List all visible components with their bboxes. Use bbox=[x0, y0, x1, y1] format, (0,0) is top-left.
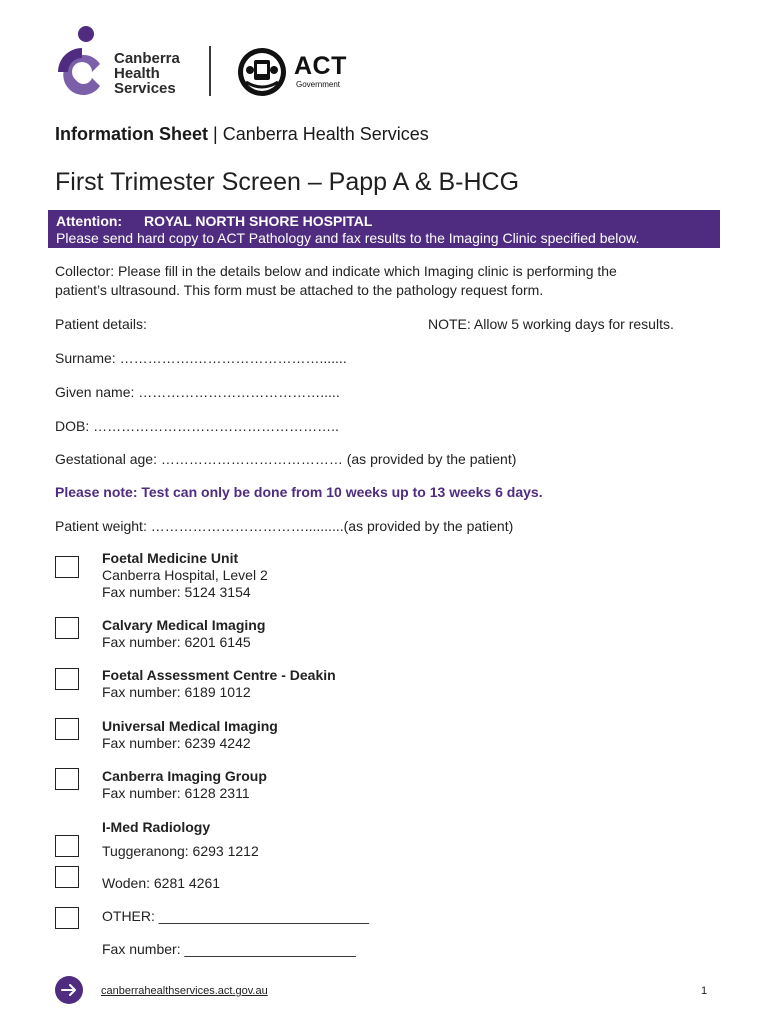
chs-logo bbox=[56, 24, 196, 96]
page-number: 1 bbox=[701, 985, 708, 997]
clinic-name: Calvary Medical Imaging bbox=[102, 617, 266, 633]
checkbox-canberra-imaging-group[interactable] bbox=[55, 768, 79, 790]
other-clinic-field[interactable]: OTHER: ___________________________ bbox=[102, 908, 370, 924]
chs-logo-line3: Services bbox=[114, 80, 176, 97]
logo-divider bbox=[209, 46, 211, 96]
sheet-label-rest: | Canberra Health Services bbox=[208, 124, 429, 144]
dob-field[interactable]: DOB: …………………………………………….. bbox=[55, 418, 339, 434]
checkbox-other[interactable] bbox=[55, 907, 79, 929]
clinic-fax: Fax number: 5124 3154 bbox=[102, 584, 251, 600]
act-logo bbox=[236, 46, 356, 98]
clinic-foetal-medicine-unit bbox=[102, 550, 268, 601]
other-fax-field[interactable]: Fax number: ______________________ bbox=[102, 941, 356, 957]
act-crest-icon bbox=[236, 46, 288, 98]
clinic-foetal-assessment-centre-deakin bbox=[102, 667, 336, 701]
collector-instructions-line2: patient’s ultrasound. This form must be attached to the pathology request form. bbox=[55, 282, 544, 298]
attention-line bbox=[56, 213, 372, 229]
clinic-universal-medical-imaging bbox=[102, 718, 278, 752]
checkbox-foetal-medicine-unit[interactable] bbox=[55, 556, 79, 578]
clinic-name: Foetal Assessment Centre - Deakin bbox=[102, 667, 336, 683]
chs-logo-mark-icon bbox=[56, 24, 108, 96]
chs-logo-line1: Canberra bbox=[114, 50, 180, 67]
act-logo-text: ACT bbox=[294, 52, 347, 80]
clinic-name: Canberra Imaging Group bbox=[102, 768, 267, 784]
results-note: NOTE: Allow 5 working days for results. bbox=[428, 316, 674, 332]
act-logo-subtext: Government bbox=[296, 80, 341, 89]
clinic-fax: Fax number: 6201 6145 bbox=[102, 634, 251, 650]
clinic-canberra-imaging-group bbox=[102, 768, 267, 802]
chs-logo-line2: Health bbox=[114, 65, 160, 82]
clinic-fax: Fax number: 6189 1012 bbox=[102, 684, 251, 700]
footer-website-link[interactable]: canberrahealthservices.act.gov.au bbox=[101, 985, 268, 997]
given-name-field[interactable]: Given name: …………………………………..... bbox=[55, 384, 340, 400]
clinic-name: Foetal Medicine Unit bbox=[102, 550, 239, 566]
clinic-calvary-medical-imaging bbox=[102, 617, 265, 651]
test-window-note: Please note: Test can only be done from 10 weeks up to 13 weeks 6 days. bbox=[55, 484, 543, 500]
checkbox-imed-woden[interactable] bbox=[55, 866, 79, 888]
arrow-right-icon bbox=[54, 975, 84, 1005]
checkbox-universal-medical-imaging[interactable] bbox=[55, 718, 79, 740]
sheet-label bbox=[55, 124, 429, 145]
surname-field[interactable]: Surname: …………….………………………....... bbox=[55, 350, 347, 366]
clinic-fax: Fax number: 6128 2311 bbox=[102, 785, 250, 801]
checkbox-imed-tuggeranong[interactable] bbox=[55, 835, 79, 857]
clinic-location: Canberra Hospital, Level 2 bbox=[102, 567, 268, 583]
attention-banner bbox=[48, 210, 720, 248]
clinic-name: Universal Medical Imaging bbox=[102, 718, 278, 734]
attention-label: Attention: bbox=[56, 213, 123, 229]
collector-instructions bbox=[55, 262, 735, 300]
patient-weight-field[interactable]: Patient weight: ……………………………..........(as provided by the patient) bbox=[55, 518, 514, 534]
attention-value: ROYAL NORTH SHORE HOSPITAL bbox=[143, 213, 373, 229]
sheet-label-bold: Information Sheet bbox=[55, 124, 209, 144]
clinic-fax: Fax number: 6239 4242 bbox=[102, 735, 251, 751]
collector-instructions-line1: Collector: Please fill in the details below and indicate which Imaging clinic is performing the bbox=[55, 263, 617, 279]
imed-woden: Woden: 6281 4261 bbox=[102, 875, 221, 891]
checkbox-foetal-assessment-centre-deakin[interactable] bbox=[55, 668, 79, 690]
page-title: First Trimester Screen – Papp A & B-HCG bbox=[55, 168, 520, 196]
attention-instruction: Please send hard copy to ACT Pathology and fax results to the Imaging Clinic specified below. bbox=[56, 230, 640, 246]
gestational-age-field[interactable]: Gestational age: ………………………………… (as provided by the patient) bbox=[55, 451, 517, 467]
checkbox-calvary-medical-imaging[interactable] bbox=[55, 617, 79, 639]
imed-tuggeranong: Tuggeranong: 6293 1212 bbox=[102, 843, 259, 859]
clinic-imed-radiology: I-Med Radiology bbox=[102, 819, 211, 835]
patient-details-label: Patient details: bbox=[55, 316, 147, 332]
